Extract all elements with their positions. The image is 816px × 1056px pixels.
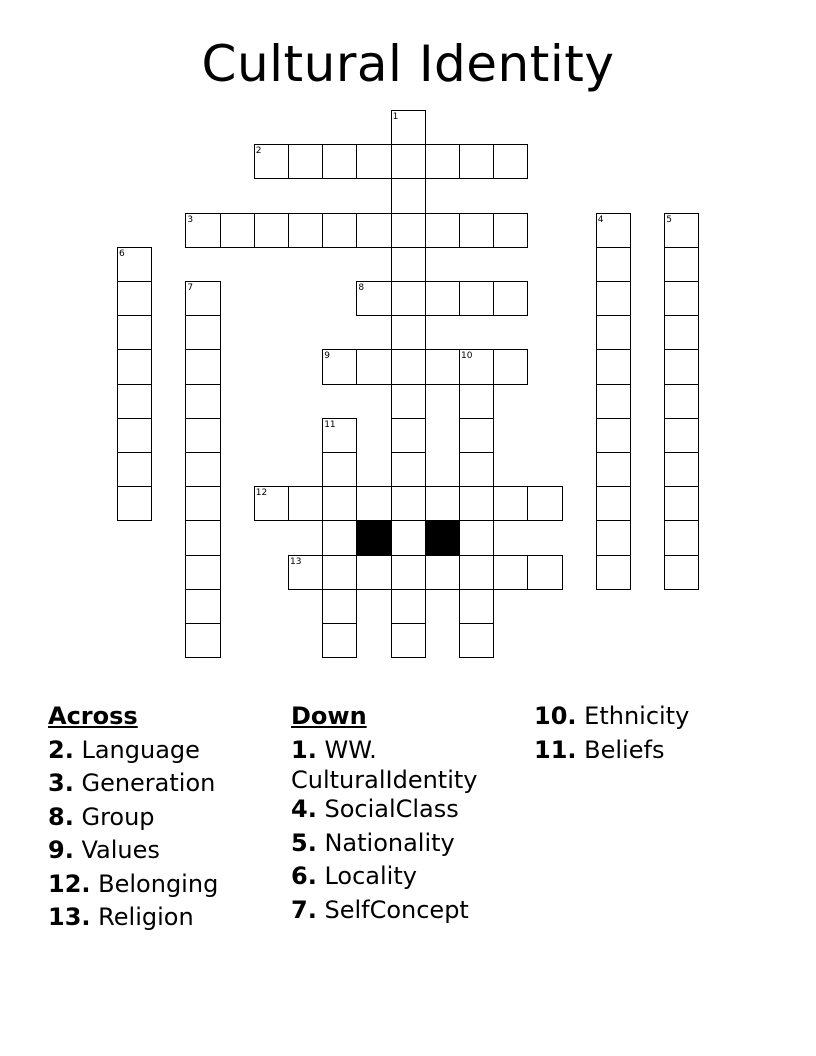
across-clue-8: 8. Group (48, 802, 155, 831)
grid-cell[interactable] (664, 486, 699, 521)
grid-cell[interactable] (391, 315, 426, 350)
grid-cell[interactable] (117, 418, 152, 453)
clue-number-8: 8 (358, 283, 365, 293)
down-clue-7: 7. SelfConcept (291, 895, 469, 924)
grid-cell[interactable] (391, 623, 426, 658)
grid-cell[interactable] (117, 486, 152, 521)
grid-cell[interactable] (117, 452, 152, 487)
grid-cell[interactable] (391, 247, 426, 282)
grid-cell[interactable] (391, 144, 426, 179)
clue-number-10: 10 (461, 351, 473, 362)
grid-cell[interactable] (459, 384, 494, 419)
grid-cell[interactable] (664, 281, 699, 316)
grid-cell[interactable] (356, 349, 391, 384)
grid-cell-blocked (356, 520, 391, 555)
grid-cell[interactable] (459, 555, 494, 590)
grid-cell[interactable] (322, 623, 357, 658)
clue-number-11: 11 (324, 419, 336, 430)
across-clue-13: 13. Religion (48, 903, 194, 931)
grid-cell[interactable] (596, 418, 631, 453)
grid-cell[interactable] (185, 384, 220, 419)
grid-cell[interactable] (391, 589, 426, 624)
grid-cell[interactable] (664, 315, 699, 350)
grid-cell[interactable] (254, 213, 289, 248)
grid-cell[interactable] (459, 520, 494, 555)
grid-cell[interactable] (117, 384, 152, 419)
grid-cell[interactable] (459, 623, 494, 658)
grid-cell[interactable] (220, 213, 255, 248)
across-clues (48, 700, 218, 935)
grid-cell[interactable] (459, 281, 494, 316)
down-heading: Down (291, 702, 367, 730)
grid-cell[interactable] (391, 281, 426, 316)
grid-cell[interactable] (185, 452, 220, 487)
grid-cell[interactable] (596, 452, 631, 487)
grid-cell[interactable] (322, 213, 357, 248)
grid-cell[interactable] (459, 418, 494, 453)
grid-cell[interactable] (459, 144, 494, 179)
grid-cell[interactable] (391, 452, 426, 487)
grid-cell[interactable] (185, 418, 220, 453)
grid-cell[interactable] (288, 486, 323, 521)
grid-cell[interactable] (185, 349, 220, 384)
across-clue-2: 2. Language (48, 735, 200, 764)
grid-cell[interactable] (459, 589, 494, 624)
grid-cell[interactable] (391, 384, 426, 419)
down-clue-11: 11. Beliefs (534, 735, 665, 764)
grid-cell[interactable] (185, 589, 220, 624)
grid-cell[interactable] (664, 555, 699, 590)
grid-cell[interactable] (425, 213, 460, 248)
grid-cell[interactable] (596, 247, 631, 282)
clue-number-1: 1 (392, 112, 399, 122)
grid-cell[interactable] (117, 349, 152, 384)
grid-cell[interactable] (425, 349, 460, 384)
grid-cell[interactable] (425, 281, 460, 316)
grid-cell[interactable] (356, 213, 391, 248)
grid-cell[interactable] (459, 452, 494, 487)
clue-number-9: 9 (324, 351, 330, 362)
grid-cell[interactable] (527, 486, 562, 521)
grid-cell[interactable] (493, 281, 528, 316)
grid-cell[interactable] (322, 486, 357, 521)
puzzle-title: Cultural Identity (201, 35, 615, 93)
down-clues (291, 700, 477, 927)
grid-cell[interactable] (596, 555, 631, 590)
across-clue-9: 9. Values (48, 836, 160, 864)
grid-cell[interactable] (493, 213, 528, 248)
grid-cell[interactable] (322, 555, 357, 590)
grid-cell[interactable] (356, 555, 391, 590)
grid-cell[interactable] (425, 555, 460, 590)
grid-cell[interactable] (185, 315, 220, 350)
grid-cell[interactable] (493, 349, 528, 384)
grid-cell[interactable] (493, 144, 528, 179)
grid-cell[interactable] (322, 452, 357, 487)
clue-number-12: 12 (255, 488, 268, 499)
grid-cell[interactable] (391, 213, 426, 248)
grid-cell[interactable] (664, 384, 699, 419)
clue-number-4: 4 (597, 214, 604, 225)
grid-cell[interactable] (664, 520, 699, 555)
grid-cell[interactable] (425, 486, 460, 521)
down-clue-1: 1. WW. CulturalIdentity (291, 735, 478, 794)
down-clue-6: 6. Locality (291, 862, 417, 890)
down-clue-5: 5. Nationality (291, 828, 455, 857)
down-clue-10: 10. Ethnicity (534, 702, 690, 730)
grid-cell[interactable] (185, 623, 220, 658)
grid-cell[interactable] (185, 486, 220, 521)
grid-cell[interactable] (391, 555, 426, 590)
grid-cell[interactable] (391, 520, 426, 555)
grid-cell[interactable] (288, 213, 323, 248)
grid-cell[interactable] (596, 384, 631, 419)
grid-cell[interactable] (356, 486, 391, 521)
grid-cell[interactable] (664, 247, 699, 282)
grid-cell[interactable] (322, 144, 357, 179)
grid-cell[interactable] (596, 486, 631, 521)
grid-cell-blocked (425, 520, 460, 555)
grid-cell[interactable] (117, 315, 152, 350)
grid-cell[interactable] (322, 520, 357, 555)
grid-cell[interactable] (664, 452, 699, 487)
clue-number-5: 5 (666, 214, 672, 225)
grid-cell[interactable] (185, 520, 220, 555)
grid-cell[interactable] (322, 589, 357, 624)
grid-cell[interactable] (596, 281, 631, 316)
across-heading: Across (48, 702, 138, 730)
grid-cell[interactable] (356, 144, 391, 179)
grid-cell[interactable] (493, 555, 528, 590)
grid-cell[interactable] (391, 349, 426, 384)
clue-number-13: 13 (290, 556, 302, 567)
grid-cell[interactable] (459, 213, 494, 248)
grid-cell[interactable] (391, 418, 426, 453)
grid-cell[interactable] (288, 144, 323, 179)
grid-cell[interactable] (664, 349, 699, 384)
grid-cell[interactable] (425, 144, 460, 179)
across-clue-12: 12. Belonging (48, 869, 219, 898)
grid-cell[interactable] (117, 281, 152, 316)
grid-cell[interactable] (596, 349, 631, 384)
down-clues-continued (534, 700, 689, 767)
clue-number-3: 3 (187, 214, 194, 225)
down-clue-4: 4. SocialClass (291, 795, 459, 823)
clue-number-2: 2 (255, 146, 262, 157)
grid-cell[interactable] (664, 418, 699, 453)
across-clue-3: 3. Generation (48, 769, 216, 797)
grid-cell[interactable] (493, 486, 528, 521)
grid-cell[interactable] (527, 555, 562, 590)
clue-number-6: 6 (119, 248, 125, 259)
grid-cell[interactable] (596, 520, 631, 555)
grid-cell[interactable] (185, 555, 220, 590)
grid-cell[interactable] (391, 178, 426, 213)
clue-number-7: 7 (187, 283, 194, 293)
grid-cell[interactable] (459, 486, 494, 521)
grid-cell[interactable] (391, 486, 426, 521)
grid-cell[interactable] (596, 315, 631, 350)
